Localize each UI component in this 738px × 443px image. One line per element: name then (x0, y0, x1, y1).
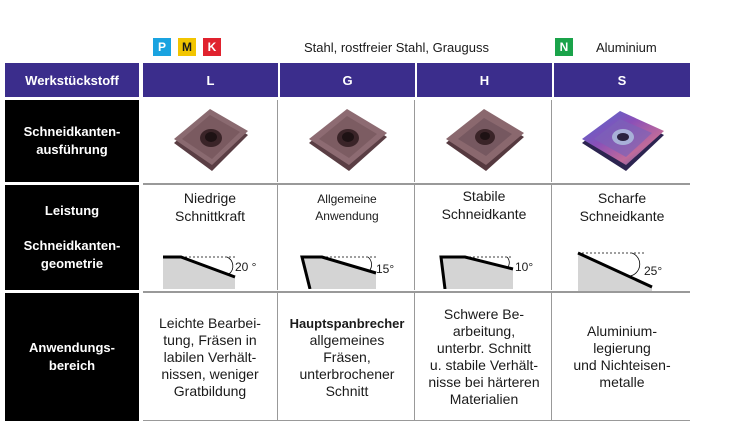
badge-n: N (555, 38, 573, 56)
header-col-g: G (280, 63, 415, 97)
row-label-edge-design: Schneidkanten- ausführung (5, 100, 139, 182)
header-col-h: H (417, 63, 552, 97)
insert-cell-g (280, 100, 415, 182)
rule-2 (143, 291, 690, 293)
rule-bottom (143, 420, 690, 421)
angle-label-g: 15° (376, 262, 395, 276)
application-g: allgemeines Fräsen, unterbrochener Schnitt (299, 331, 395, 399)
row-label-performance-geometry (5, 185, 139, 290)
row-label-application: Anwendungs- bereich (5, 293, 139, 421)
geometry-cell-l (143, 185, 278, 290)
application-l: Leichte Bearbei- tung, Fräsen in labilen Verhält- nissen, weniger Gratbildung (159, 314, 261, 399)
insert-l-image (164, 105, 256, 177)
application-cell-l (143, 293, 278, 421)
insert-g-image (301, 105, 393, 177)
header-col-s: S (554, 63, 690, 97)
application-cell-g (280, 293, 415, 421)
application-h: Schwere Be- arbeitung, unterbr. Schnitt u. stabile Verhält- nisse bei härteren Materialien (428, 306, 540, 407)
geometry-cell-s (554, 185, 690, 290)
rule-1 (143, 183, 690, 185)
insert-h-image (438, 105, 530, 177)
angle-label-h: 10° (515, 260, 534, 274)
application-cell-h (417, 293, 552, 421)
performance-h: Stabile Schneidkante (441, 188, 527, 222)
angle-label-s: 25° (644, 264, 663, 278)
insert-s-image (576, 105, 668, 177)
application-cell-s (554, 293, 690, 421)
row-label-performance: Leistung (44, 202, 100, 218)
insert-comparison-table (5, 63, 690, 421)
geometry-cell-h (417, 185, 552, 290)
application-g-bold: Hauptspanbrecher (289, 315, 405, 331)
header-corner: Werkstückstoff (5, 63, 139, 97)
performance-s: Scharfe Schneidkante (579, 190, 665, 224)
header-col-l: L (143, 63, 278, 97)
row-label-edge-geometry: Schneidkanten- geometrie (23, 238, 121, 272)
geometry-cell-g (280, 185, 415, 290)
insert-cell-l (143, 100, 278, 182)
badge-m: M (178, 38, 196, 56)
badge-k: K (203, 38, 221, 56)
material-legend (0, 38, 738, 58)
application-s: Aluminium- legierung und Nichteisen- metalle (573, 323, 671, 390)
insert-cell-s (554, 100, 690, 182)
legend-materials-text: Stahl, rostfreier Stahl, Grauguss (304, 40, 489, 55)
legend-aluminium-text: Aluminium (596, 40, 657, 55)
performance-g: Allgemeine Anwendung (315, 192, 379, 223)
angle-label-l: 20 ° (235, 260, 257, 274)
badge-p: P (153, 38, 171, 56)
insert-cell-h (417, 100, 552, 182)
performance-l: Niedrige Schnittkraft (174, 190, 246, 224)
